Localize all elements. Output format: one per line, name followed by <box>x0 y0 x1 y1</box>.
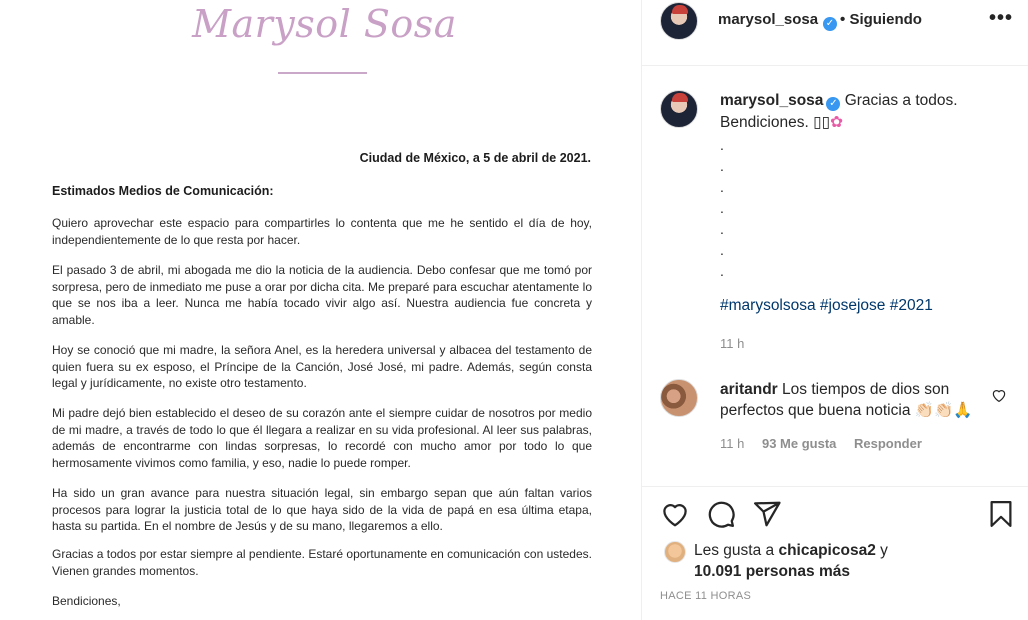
caption-dot: . <box>720 137 724 153</box>
heart-icon[interactable] <box>660 499 690 529</box>
bookmark-icon[interactable] <box>986 499 1016 529</box>
comment <box>720 379 990 421</box>
comment-likes[interactable]: 93 Me gusta <box>761 436 837 451</box>
more-options-icon[interactable]: ••• <box>988 7 1013 29</box>
liker-username[interactable]: chicapicosa2 <box>778 542 876 559</box>
post-sidebar <box>641 0 1028 620</box>
likes-conj: y <box>875 542 888 559</box>
letter-paragraph: Quiero aprovechar este espacio para compartirles lo contenta que me he sentido el día de hoy, independientemente de lo que resta por hacer. <box>52 216 592 247</box>
caption-text: Gracias a todos. Bendiciones. <box>720 92 958 131</box>
separator: • <box>840 11 846 28</box>
letter-paragraph: Mi padre dejó bien establecido el deseo de su corazón ante el siempre cuidar de nosotros por medio de mi madre, a través de todo lo que él llegara a realizar en su vida profesional. Al leer sus palabras, además de encontrarme con lindas sorpresas, lo recordé con mucho amor por todo lo que hermosamente vivimos como familia, y eso, nadie lo puede romper. <box>52 406 592 470</box>
letter-signature-title: Marysol Sosa <box>192 2 457 46</box>
liker-avatar[interactable] <box>664 541 686 563</box>
letter-title-divider <box>278 72 367 74</box>
verified-badge-icon: ✓ <box>826 97 840 111</box>
paper-plane-icon[interactable] <box>752 499 782 529</box>
caption-dot: . <box>720 242 724 258</box>
commenter-username[interactable]: aritandr <box>720 381 778 398</box>
post-timestamp[interactable]: HACE 11 HORAS <box>660 590 752 602</box>
author-avatar[interactable] <box>660 2 698 40</box>
caption-dot: . <box>720 221 724 237</box>
likes-count[interactable]: 10.091 personas más <box>694 563 850 580</box>
author-username[interactable]: marysol_sosa <box>718 11 819 28</box>
letter-date-line: Ciudad de México, a 5 de abril de 2021. <box>359 151 591 165</box>
caption-username[interactable]: marysol_sosa <box>720 92 824 109</box>
caption <box>720 90 1010 134</box>
letter-paragraph: Gracias a todos por estar siempre al pendiente. Estaré oportunamente en comunicación con ustedes. Vienen grandes momentos. <box>52 547 592 578</box>
letter-salutation: Estimados Medios de Comunicación: <box>52 184 274 198</box>
follow-status[interactable] <box>840 11 922 28</box>
post-actions <box>642 486 1028 620</box>
letter-paragraph: Ha sido un gran avance para nuestra situación legal, sin embargo sepan que aún faltan varios procesos para lograr la justicia total de lo que haya sido de la vida de papá en esa última etapa, hasta su partida. En el nombre de Jesús y de su mano, llegaremos a ello. <box>52 486 592 534</box>
emoji-box-icon: ▯▯ <box>813 114 831 131</box>
post-header <box>642 0 1028 66</box>
comment-bubble-icon[interactable] <box>706 499 736 529</box>
comment-like-heart-icon[interactable] <box>990 386 1008 404</box>
flower-emoji-icon: ✿ <box>830 114 844 131</box>
likes-summary <box>694 540 994 582</box>
follow-state-label: Siguiendo <box>849 11 922 28</box>
likes-prefix: Les gusta a <box>694 542 779 559</box>
caption-dot: . <box>720 158 724 174</box>
letter-paragraph: Hoy se conoció que mi madre, la señora Anel, es la heredera universal y albacea del testamento de quien fuera su ex esposo, el Príncipe de la Canción, José José, mi padre. Además, según consta legal y jurídicamente, no existe otro testamento. <box>52 343 592 391</box>
reply-button[interactable]: Responder <box>854 436 922 451</box>
caption-dots <box>720 135 724 282</box>
verified-badge-icon: ✓ <box>820 12 837 31</box>
caption-dot: . <box>720 179 724 195</box>
comment-text: Los tiempos de dios son perfectos que buena noticia <box>720 381 950 419</box>
caption-timestamp[interactable]: 11 h <box>720 336 745 351</box>
caption-dot: . <box>720 200 724 216</box>
comment-timestamp[interactable]: 11 h <box>720 436 745 451</box>
caption-hashtags[interactable]: #marysolsosa #josejose #2021 <box>720 297 933 314</box>
comment-emojis: 👏🏻👏🏻🙏 <box>914 402 973 419</box>
caption-dot: . <box>720 263 724 279</box>
comment-meta <box>720 436 936 451</box>
letter-paragraph: El pasado 3 de abril, mi abogada me dio la noticia de la audiencia. Debo confesar que me tomó por sorpresa, pero de inmediato me puse a orar por dicha cita. Me preparé para escuchar atentamente lo que se nos iba a leer. Nunca me había tocado vivir algo así. Nuestra audiencia fue concreta y amable. <box>52 263 592 327</box>
commenter-avatar[interactable] <box>660 379 698 417</box>
caption-author-avatar[interactable] <box>660 90 698 128</box>
letter-paragraph: Bendiciones, <box>52 594 121 608</box>
